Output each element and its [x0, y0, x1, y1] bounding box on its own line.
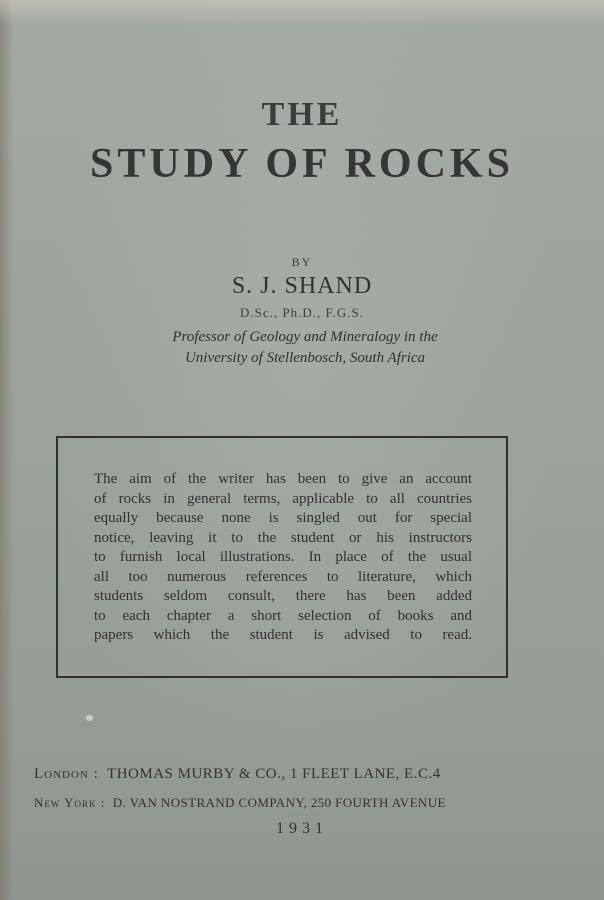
- title-line-1: THE: [261, 96, 343, 133]
- blurb-line: The aim of the writer has been to give an account: [94, 471, 472, 487]
- paper-blemish: [86, 715, 93, 721]
- author-affiliation: [90, 327, 520, 369]
- author-name: S. J. SHAND: [231, 273, 373, 299]
- publisher-london-line: [34, 766, 574, 783]
- author-degrees: D.Sc., Ph.D., F.G.S.: [239, 305, 365, 320]
- blurb-text: [94, 470, 472, 646]
- publisher-newyork-name: D. VAN NOSTRAND COMPANY, 250 FOURTH AVENUE: [112, 795, 446, 810]
- publisher-london-city: London :: [34, 766, 99, 782]
- publisher-newyork-line: [34, 795, 574, 811]
- worn-left-edge: [0, 0, 14, 900]
- worn-top-edge: [0, 0, 604, 24]
- blurb-line: students seldom consult, there has been added: [94, 588, 472, 604]
- blurb-line: equally because none is singled out for special: [94, 510, 472, 526]
- blurb-line: to each chapter a short selection of books and: [94, 607, 472, 624]
- publication-year: 1931: [276, 820, 328, 837]
- blurb-line: all too numerous references to literature, which: [94, 568, 472, 585]
- publisher-newyork-city: New York :: [34, 795, 106, 810]
- blurb-line: papers which the student is advised to read.: [94, 627, 472, 643]
- affiliation-line-1: Professor of Geology and Mineralogy in the: [172, 329, 438, 345]
- title-line-2: STUDY OF ROCKS: [90, 141, 514, 187]
- publisher-london-name: THOMAS MURBY & CO., 1 FLEET LANE, E.C.4: [107, 766, 441, 782]
- blurb-line: notice, leaving it to the student or his instructors: [94, 529, 472, 546]
- affiliation-line-2: University of Stellenbosch, South Africa: [184, 350, 426, 366]
- blurb-line: to furnish local illustrations. In place of the usual: [94, 549, 472, 565]
- by-label: BY: [291, 255, 313, 269]
- blurb-line: of rocks in general terms, applicable to all countries: [94, 490, 472, 507]
- blurb-box: [56, 436, 508, 678]
